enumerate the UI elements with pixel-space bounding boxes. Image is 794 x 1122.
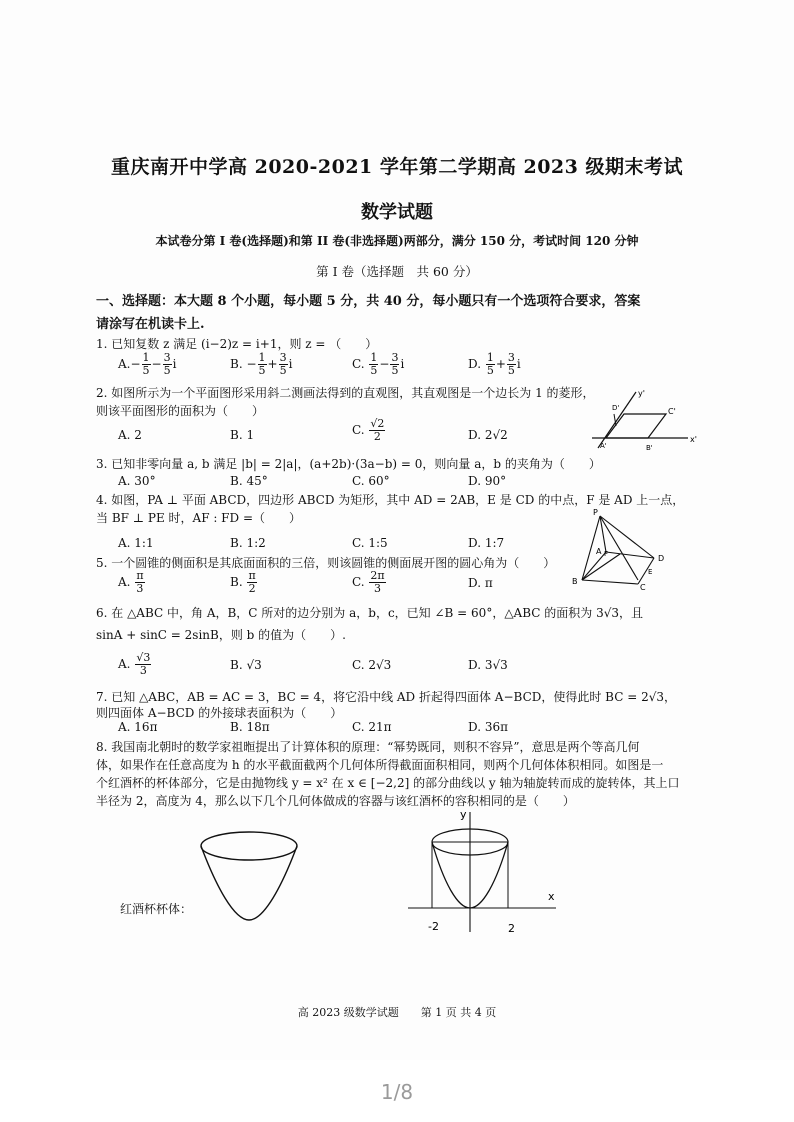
q4-option-c: C. 1:5 [352, 536, 388, 550]
q2-option-b: B. 1 [230, 428, 255, 442]
exam-intro: 本试卷分第 I 卷(选择题)和第 II 卷(非选择题)两部分，满分 150 分，考试时间 120 分钟 [155, 234, 639, 248]
q1-option-c: C. $\frac{1}{5}$ − $\frac{3}{5}$ i [352, 351, 405, 377]
q3-option-b: B. 45° [230, 474, 268, 488]
q1-option-a: A.− $\frac{1}{5}$ − $\frac{3}{5}$ i [118, 351, 177, 377]
q6-option-c: C. 2√3 [352, 658, 392, 672]
label-e: E [648, 568, 653, 576]
q2-option-d: D. 2√2 [468, 428, 508, 442]
label-neg2: -2 [428, 920, 439, 933]
q8-stem-4: 半径为 2，高度为 4，那么以下几个几何体做成的容器与该红酒杯的容积相同的是（ ） [96, 794, 575, 808]
wine-cup-figure [196, 826, 302, 926]
exam-subtitle: 数学试题 [361, 202, 433, 223]
label-b: B [572, 577, 578, 586]
q4-stem-cont: 当 BF ⊥ PE 时，AF : FD =（ ） [96, 511, 302, 525]
q7-option-c: C. 21π [352, 720, 392, 734]
q4-stem: 4. 如图，PA ⊥ 平面 ABCD，四边形 ABCD 为矩形，其中 AD = 2AB，E 是 CD 的中点，F 是 AD 上一点， [96, 493, 685, 507]
q8-stem-2: 体，如果作在任意高度为 h 的水平截面截两个几何体所得截面面积相同，则两个几何体体积相同。如图是一 [96, 758, 664, 772]
label-d: D [658, 554, 665, 563]
section-heading-cont: 请涂写在机读卡上. [96, 317, 205, 332]
q2-option-c: C. $\frac{√2}{2}$ [352, 417, 385, 443]
q7-option-b: B. 18π [230, 720, 270, 734]
q7-stem-cont: 则四面体 A−BCD 的外接球表面积为（ ） [96, 706, 343, 720]
q3-option-d: D. 90° [468, 474, 507, 488]
label-c: C' [668, 407, 676, 416]
q2-stem-cont: 则该平面图形的面积为（ ） [96, 404, 265, 418]
q3-stem: 3. 已知非零向量 a, b 满足 |b| = 2|a|，(a+2b)·(3a−b) = 0，则向量 a，b 的夹角为（ ） [96, 457, 601, 471]
label-y: y' [638, 389, 645, 398]
page-indicator: 1/8 [380, 1080, 414, 1104]
q3-option-a: A. 30° [118, 474, 156, 488]
q5-option-d: D. π [468, 576, 493, 590]
q2-stem: 2. 如图所示为一个平面图形采用斜二测画法得到的直观图，其直观图是一个边长为 1 的菱形， [96, 386, 595, 400]
q8-stem-3: 个红酒杯的杯体部分，它是由抛物线 y = x² 在 x ∈ [−2,2] 的部分曲线以 y 轴为轴旋转而成的旋转体，其上口 [96, 776, 680, 790]
q4-option-a: A. 1:1 [118, 536, 154, 550]
q2-rhombus-figure [588, 386, 698, 456]
page-footer: 高 2023 级数学试题 第 1 页 共 4 页 [297, 1006, 497, 1019]
q4-pyramid-figure [568, 504, 678, 590]
wine-cup-label: 红酒杯杯体： [120, 902, 193, 916]
label-x: x' [690, 435, 697, 444]
label-a: A' [600, 442, 607, 450]
q8-stem: 8. 我国南北朝时的数学家祖暅提出了计算体积的原理：“幂势既同，则积不容异”，意思是两个等高几何 [96, 740, 640, 754]
label-x: x [548, 890, 555, 903]
q5-option-b: B. $\frac{\pi}{2}$ [230, 569, 256, 595]
q2-option-a: A. 2 [118, 428, 142, 442]
q7-option-a: A. 16π [118, 720, 158, 734]
q1-option-d: D. $\frac{1}{5}$ + $\frac{3}{5}$ i [468, 351, 521, 377]
q1-option-b: B. − $\frac{1}{5}$ + $\frac{3}{5}$ i [230, 351, 293, 377]
q6-option-a: A. $\frac{√3}{3}$ [118, 651, 151, 677]
cup-rim [201, 832, 297, 860]
q3-option-c: C. 60° [352, 474, 390, 488]
q7-option-d: D. 36π [468, 720, 508, 734]
parabola-figure [404, 804, 564, 940]
q7-stem: 7. 已知 △ABC，AB = AC = 3，BC = 4，将它沿中线 AD 折起得四面体 A−BCD，使得此时 BC = 2√3， [96, 690, 677, 704]
q6-stem: 6. 在 △ABC 中，角 A，B，C 所对的边分别为 a，b，c，已知 ∠B = 60°，△ABC 的面积为 3√3，且 [96, 606, 643, 620]
label-b: B' [646, 444, 653, 452]
q5-option-a: A. $\frac{\pi}{3}$ [118, 569, 144, 595]
q4-option-b: B. 1:2 [230, 536, 266, 550]
label-d: D' [612, 404, 620, 412]
label-y: y [460, 808, 467, 821]
part-title: 第 I 卷（选择题 共 60 分） [316, 264, 478, 279]
label-a: A [596, 547, 602, 556]
q4-option-d: D. 1:7 [468, 536, 505, 550]
q5-stem: 5. 一个圆锥的侧面积是其底面面积的三倍，则该圆锥的侧面展开图的圆心角为（ ） [96, 556, 556, 570]
y-axis [598, 392, 636, 448]
q1-stem: 1. 已知复数 z 满足 (i−2)z = i+1，则 z = （ ） [96, 337, 378, 351]
label-f: F [604, 550, 609, 558]
label-c: C [640, 583, 646, 590]
q6-option-b: B. √3 [230, 658, 262, 672]
edge-pd [600, 516, 654, 558]
edge-bc [582, 580, 638, 584]
q5-option-c: C. $\frac{2\pi}{3}$ [352, 569, 385, 595]
q6-option-d: D. 3√3 [468, 658, 508, 672]
cup-body [201, 846, 297, 920]
section-heading: 一、选择题：本大题 8 个小题，每小题 5 分，共 40 分，每小题只有一个选项符合要求，答案 [96, 294, 641, 309]
label-pos2: 2 [508, 922, 515, 935]
q6-stem-cont: sinA + sinC = 2sinB，则 b 的值为（ ）. [96, 628, 346, 642]
label-p: P [593, 508, 598, 517]
exam-title: 重庆南开中学高 2020-2021 学年第二学期高 2023 级期末考试 [111, 156, 683, 178]
